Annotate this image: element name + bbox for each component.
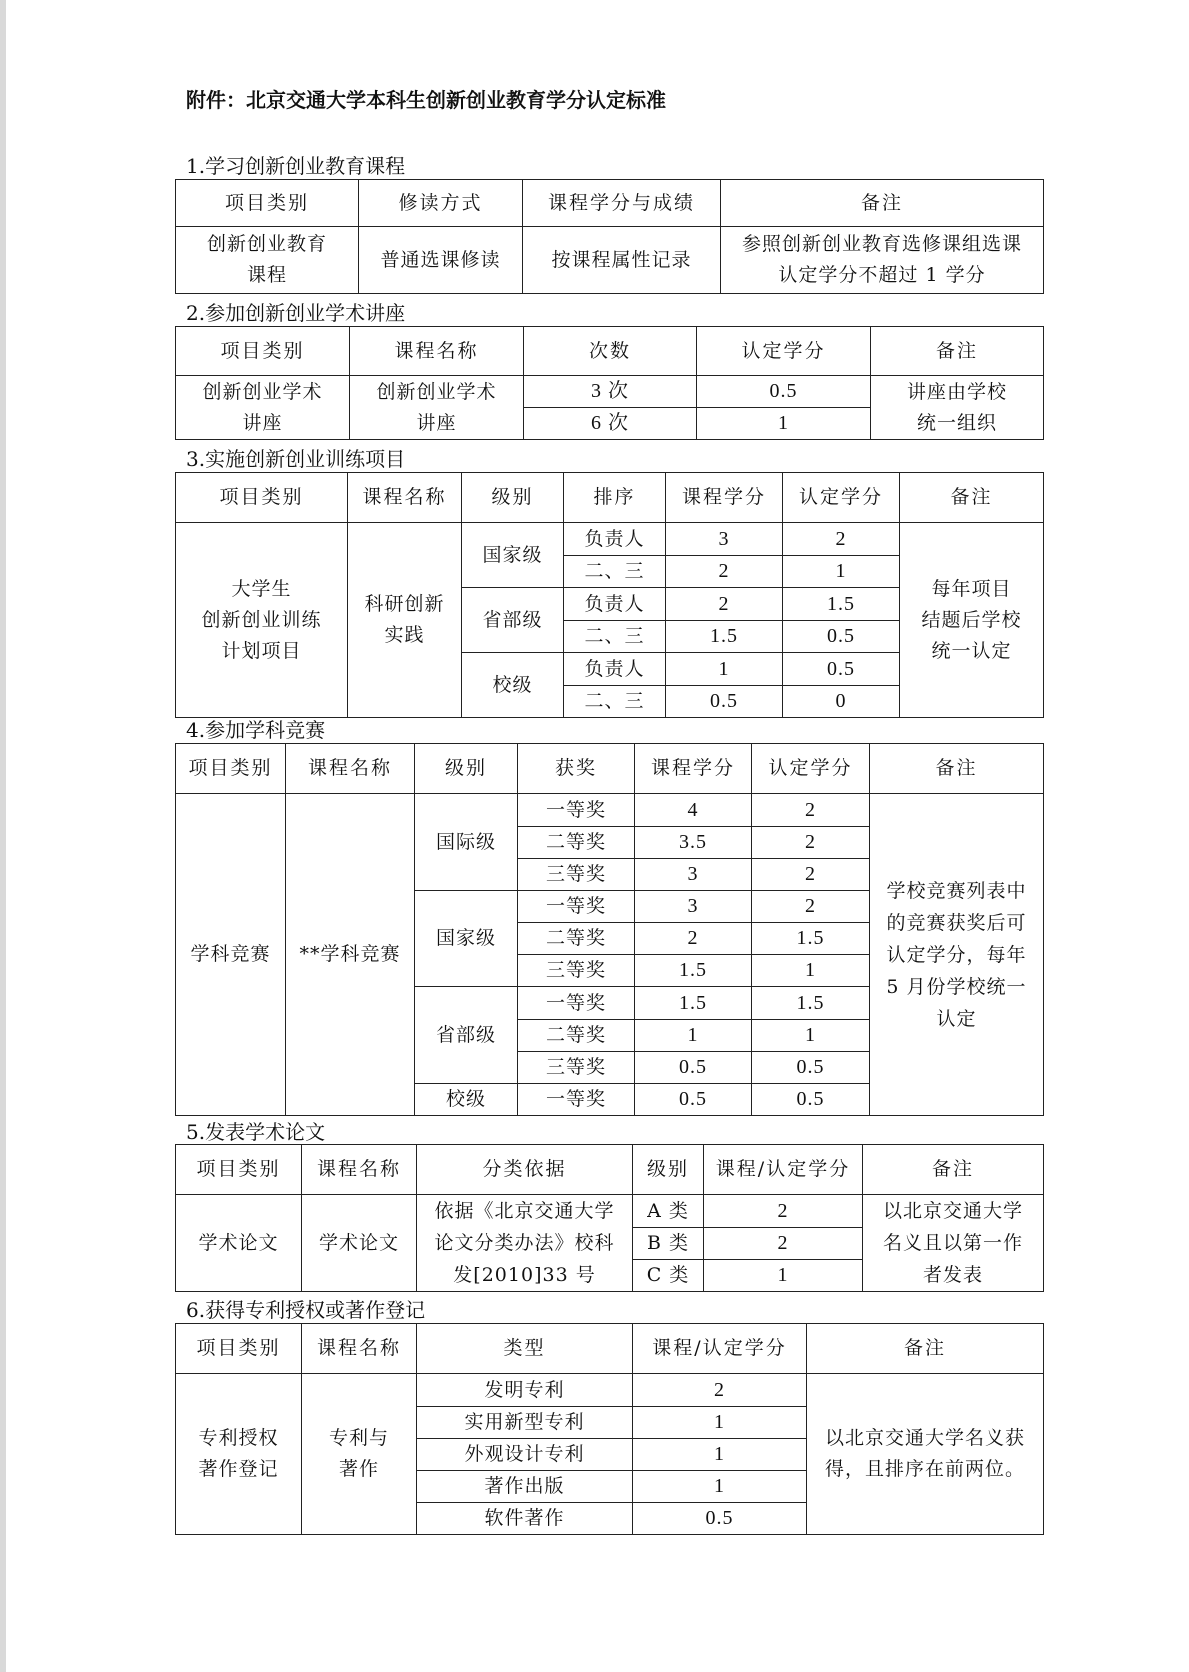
category-cell: 学术论文 [176,1195,302,1292]
section-4-table [175,743,1044,1116]
note-cell: 以北京交通大学名义获 得，且排序在前两位。 [807,1374,1044,1535]
section-6-heading: 6.获得专利授权或著作登记 [186,1298,426,1322]
header-cell: 项目类别 [176,1145,302,1195]
level-cell: C 类 [633,1260,704,1292]
table-header-row [176,1324,1044,1374]
type-cell: 实用新型专利 [417,1407,633,1439]
header-cell: 课程名称 [350,327,524,376]
times-cell: 3 次 [524,376,697,408]
level-cell: 国家级 [462,523,564,588]
header-cell: 修读方式 [359,180,523,227]
level-cell: 省部级 [415,987,518,1084]
header-cell: 认定学分 [697,327,871,376]
basis-cell: 依据《北京交通大学 论文分类办法》校科 发[2010]33 号 [417,1195,633,1292]
section-1-heading: 1.学习创新创业教育课程 [186,154,406,178]
section-5-heading: 5.发表学术论文 [186,1120,326,1144]
course-credit-cell: 0.5 [666,686,783,718]
level-cell: B 类 [633,1228,704,1260]
header-cell: 获奖 [518,744,635,794]
award-cell: 一等奖 [518,1084,635,1116]
course-cell: 科研创新 实践 [348,523,462,718]
header-cell: 备注 [871,327,1044,376]
credit-cell: 1 [633,1471,807,1503]
header-cell: 课程学分 [635,744,752,794]
credit-cell: 2 [752,859,870,891]
credit-cell: 2 [752,794,870,827]
rank-cell: 二、三 [564,621,666,653]
header-cell: 项目类别 [176,180,359,227]
award-cell: 一等奖 [518,891,635,923]
times-cell: 6 次 [524,408,697,440]
note-cell: 学校竞赛列表中 的竞赛获奖后可 认定学分，每年 5 月份学校统一 认定 [870,794,1044,1116]
award-cell: 一等奖 [518,987,635,1020]
course-credit-cell: 4 [635,794,752,827]
header-cell: 备注 [863,1145,1044,1195]
header-cell: 课程名称 [302,1145,417,1195]
course-credit-cell: 3 [666,523,783,556]
table-header-row [176,744,1044,794]
course-cell: 创新创业学术 讲座 [350,376,524,440]
note-cell: 参照创新创业教育选修课组选课 认定学分不超过 1 学分 [721,227,1044,294]
header-cell: 课程学分与成绩 [523,180,721,227]
header-cell: 课程/认定学分 [633,1324,807,1374]
credit-cell: 0.5 [783,653,900,686]
course-credit-cell: 1.5 [666,621,783,653]
header-cell: 认定学分 [752,744,870,794]
course-credit-cell: 1.5 [635,987,752,1020]
header-cell: 级别 [633,1145,704,1195]
table-row [176,794,1044,827]
category-cell: 学科竞赛 [176,794,286,1116]
header-cell: 项目类别 [176,327,350,376]
course-credit-cell: 1.5 [635,955,752,987]
course-credit-cell: 2 [635,923,752,955]
award-cell: 三等奖 [518,859,635,891]
credit-cell: 按课程属性记录 [523,227,721,294]
note-cell: 以北京交通大学 名义且以第一作 者发表 [863,1195,1044,1292]
header-cell: 认定学分 [783,473,900,523]
section-3-table [175,472,1044,718]
table-row [176,1374,1044,1407]
section-2-table [175,326,1044,440]
header-cell: 课程名称 [286,744,415,794]
header-cell: 项目类别 [176,473,348,523]
table-header-row [176,180,1044,227]
header-cell: 项目类别 [176,1324,302,1374]
credit-cell: 0.5 [752,1052,870,1084]
credit-cell: 0.5 [752,1084,870,1116]
header-cell: 备注 [870,744,1044,794]
credit-cell: 2 [704,1228,863,1260]
table-row [176,1195,1044,1228]
course-credit-cell: 1 [666,653,783,686]
credit-cell: 1 [704,1260,863,1292]
course-credit-cell: 0.5 [635,1084,752,1116]
section-2-heading: 2.参加创新创业学术讲座 [186,301,406,325]
category-cell: 专利授权 著作登记 [176,1374,302,1535]
table-row [176,376,1044,408]
page-edge [0,0,6,1672]
rank-cell: 负责人 [564,588,666,621]
course-cell: 学术论文 [302,1195,417,1292]
table-row [176,523,1044,556]
mode-cell: 普通选课修读 [359,227,523,294]
course-credit-cell: 2 [666,556,783,588]
header-cell: 备注 [807,1324,1044,1374]
level-cell: 国际级 [415,794,518,891]
credit-cell: 1.5 [783,588,900,621]
credit-cell: 2 [752,827,870,859]
credit-cell: 1 [783,556,900,588]
type-cell: 外观设计专利 [417,1439,633,1471]
header-cell: 次数 [524,327,697,376]
table-header-row [176,327,1044,376]
table-header-row [176,473,1044,523]
course-credit-cell: 3.5 [635,827,752,859]
header-cell: 课程名称 [348,473,462,523]
credit-cell: 0.5 [697,376,871,408]
header-cell: 课程/认定学分 [704,1145,863,1195]
section-3-heading: 3.实施创新创业训练项目 [186,447,406,471]
level-cell: 省部级 [462,588,564,653]
credit-cell: 1.5 [752,987,870,1020]
credit-cell: 0 [783,686,900,718]
category-cell: 大学生 创新创业训练 计划项目 [176,523,348,718]
header-cell: 级别 [415,744,518,794]
table-header-row [176,1145,1044,1195]
header-cell: 排序 [564,473,666,523]
credit-cell: 2 [633,1374,807,1407]
section-6-table [175,1323,1044,1535]
credit-cell: 1 [633,1439,807,1471]
header-cell: 课程学分 [666,473,783,523]
type-cell: 著作出版 [417,1471,633,1503]
award-cell: 二等奖 [518,1020,635,1052]
page-title: 附件：北京交通大学本科生创新创业教育学分认定标准 [186,88,666,112]
category-cell: 创新创业教育 课程 [176,227,359,294]
rank-cell: 负责人 [564,653,666,686]
credit-cell: 0.5 [783,621,900,653]
credit-cell: 1 [633,1407,807,1439]
header-cell: 项目类别 [176,744,286,794]
course-credit-cell: 2 [666,588,783,621]
section-4-heading: 4.参加学科竞赛 [186,718,326,742]
credit-cell: 2 [752,891,870,923]
type-cell: 软件著作 [417,1503,633,1535]
note-cell: 讲座由学校 统一组织 [871,376,1044,440]
credit-cell: 1 [752,1020,870,1052]
award-cell: 一等奖 [518,794,635,827]
award-cell: 三等奖 [518,955,635,987]
level-cell: A 类 [633,1195,704,1228]
table-row [176,227,1044,294]
credit-cell: 1.5 [752,923,870,955]
header-cell: 备注 [721,180,1044,227]
header-cell: 级别 [462,473,564,523]
course-credit-cell: 3 [635,891,752,923]
type-cell: 发明专利 [417,1374,633,1407]
category-cell: 创新创业学术 讲座 [176,376,350,440]
credit-cell: 1 [752,955,870,987]
credit-cell: 1 [697,408,871,440]
header-cell: 课程名称 [302,1324,417,1374]
course-cell: 专利与 著作 [302,1374,417,1535]
header-cell: 类型 [417,1324,633,1374]
level-cell: 校级 [415,1084,518,1116]
rank-cell: 二、三 [564,686,666,718]
award-cell: 二等奖 [518,827,635,859]
section-1-table [175,179,1044,294]
course-credit-cell: 1 [635,1020,752,1052]
award-cell: 二等奖 [518,923,635,955]
level-cell: 国家级 [415,891,518,987]
rank-cell: 二、三 [564,556,666,588]
credit-cell: 0.5 [633,1503,807,1535]
course-credit-cell: 3 [635,859,752,891]
section-5-table [175,1144,1044,1292]
award-cell: 三等奖 [518,1052,635,1084]
course-credit-cell: 0.5 [635,1052,752,1084]
header-cell: 备注 [900,473,1044,523]
note-cell: 每年项目 结题后学校 统一认定 [900,523,1044,718]
level-cell: 校级 [462,653,564,718]
rank-cell: 负责人 [564,523,666,556]
course-cell: **学科竞赛 [286,794,415,1116]
credit-cell: 2 [704,1195,863,1228]
header-cell: 分类依据 [417,1145,633,1195]
credit-cell: 2 [783,523,900,556]
